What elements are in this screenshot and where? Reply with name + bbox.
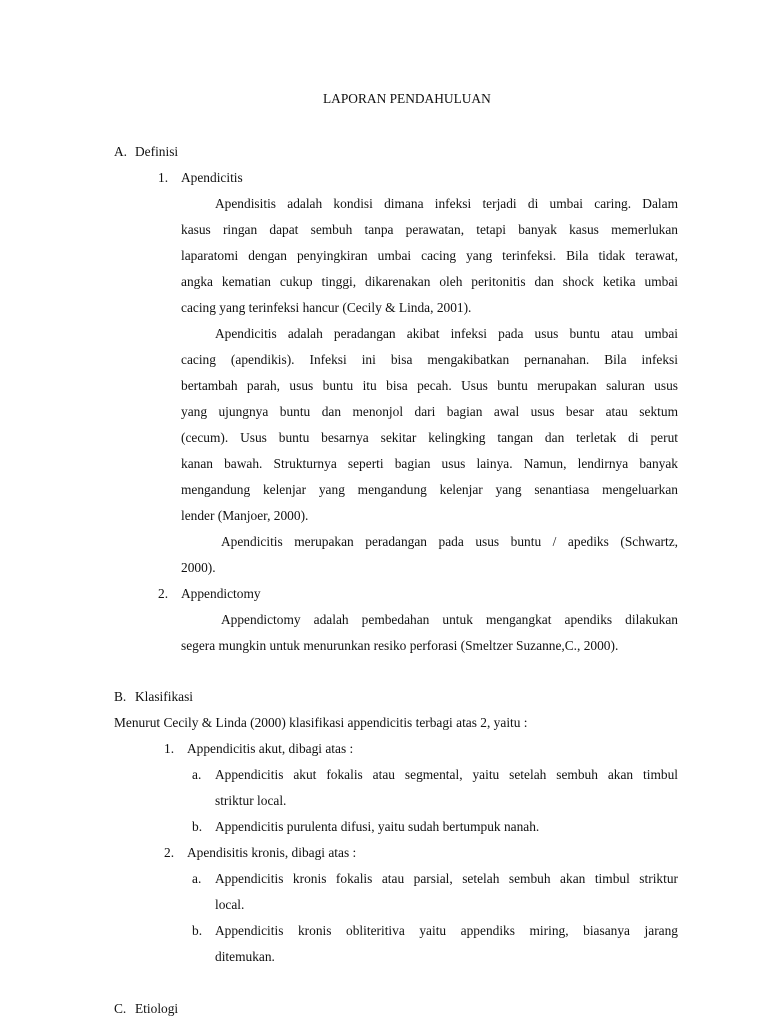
section-c-heading: Etiologi: [135, 1001, 179, 1016]
section-a-heading: Definisi: [135, 144, 179, 159]
item-b2-number: 2.: [164, 845, 175, 860]
item-a1-heading: Apendicitis: [181, 170, 243, 185]
subitem-letter: a.: [192, 767, 202, 782]
paragraph-line: cacing (apendikis). Infeksi ini bisa mengakibatkan pernanahan. Bila infeksi: [181, 352, 678, 367]
item-b2-heading: Apendisitis kronis, dibagi atas :: [187, 845, 357, 860]
item-a1-number: 1.: [158, 170, 169, 185]
paragraph-line: Apendisitis adalah kondisi dimana infeksi terjadi di umbai caring. Dalam: [215, 196, 678, 211]
item-b1-number: 1.: [164, 741, 175, 756]
subitem-letter: b.: [192, 819, 203, 834]
subitem-line: striktur local.: [215, 793, 287, 808]
item-b1-heading: Appendicitis akut, dibagi atas :: [187, 741, 354, 756]
section-b-heading: Klasifikasi: [135, 689, 194, 704]
section-b-intro: Menurut Cecily & Linda (2000) klasifikasi appendicitis terbagi atas 2, yaitu :: [114, 715, 528, 730]
paragraph-line: bertambah parah, usus buntu itu bisa pecah. Usus buntu merupakan saluran usus: [181, 378, 678, 393]
subitem-line: ditemukan.: [215, 949, 275, 964]
paragraph-line: cacing yang terinfeksi hancur (Cecily & Linda, 2001).: [181, 300, 472, 315]
subitem-line: Appendicitis kronis fokalis atau parsial, setelah sembuh akan timbul striktur: [215, 871, 678, 886]
paragraph-line: mengandung kelenjar yang mengandung kelenjar yang senantiasa mengeluarkan: [181, 482, 678, 497]
subitem-line: Appendicitis kronis obliteritiva yaitu appendiks miring, biasanya jarang: [215, 923, 678, 938]
paragraph-line: Apendicitis merupakan peradangan pada usus buntu / apediks (Schwartz,: [221, 534, 678, 549]
page-title: LAPORAN PENDAHULUAN: [323, 91, 491, 106]
paragraph-line: kasus ringan dapat sembuh tanpa perawatan, tetapi banyak kasus memerlukan: [181, 222, 678, 237]
paragraph-line: segera mungkin untuk menurunkan resiko perforasi (Smeltzer Suzanne,C., 2000).: [181, 638, 619, 653]
paragraph-line: angka kematian cukup tinggi, dikarenakan oleh peritonitis dan shock ketika umbai: [181, 274, 678, 289]
item-a2-heading: Appendictomy: [181, 586, 261, 601]
section-b-letter: B.: [114, 689, 127, 704]
item-a2-number: 2.: [158, 586, 169, 601]
paragraph-line: Apendicitis adalah peradangan akibat infeksi pada usus buntu atau umbai: [215, 326, 678, 341]
paragraph-line: laparatomi dengan penyingkiran umbai cacing yang terinfeksi. Bila tidak terawat,: [181, 248, 678, 263]
section-a-letter: A.: [114, 144, 128, 159]
subitem-letter: b.: [192, 923, 203, 938]
paragraph-line: lender (Manjoer, 2000).: [181, 508, 309, 523]
paragraph-line: kanan bawah. Strukturnya seperti bagian usus lainya. Namun, lendirnya banyak: [181, 456, 678, 471]
paragraph-line: 2000).: [181, 560, 216, 575]
paragraph-line: Appendictomy adalah pembedahan untuk mengangkat apendiks dilakukan: [221, 612, 678, 627]
subitem-line: Appendicitis akut fokalis atau segmental, yaitu setelah sembuh akan timbul: [215, 767, 678, 782]
paragraph-line: yang ujungnya buntu dan menonjol dari bagian awal usus besar atau sektum: [181, 404, 678, 419]
subitem-line: local.: [215, 897, 245, 912]
subitem-line: Appendicitis purulenta difusi, yaitu sudah bertumpuk nanah.: [215, 819, 540, 834]
subitem-letter: a.: [192, 871, 202, 886]
paragraph-line: (cecum). Usus buntu besarnya sekitar kelingking tangan dan terletak di perut: [181, 430, 678, 445]
section-c-letter: C.: [114, 1001, 127, 1016]
